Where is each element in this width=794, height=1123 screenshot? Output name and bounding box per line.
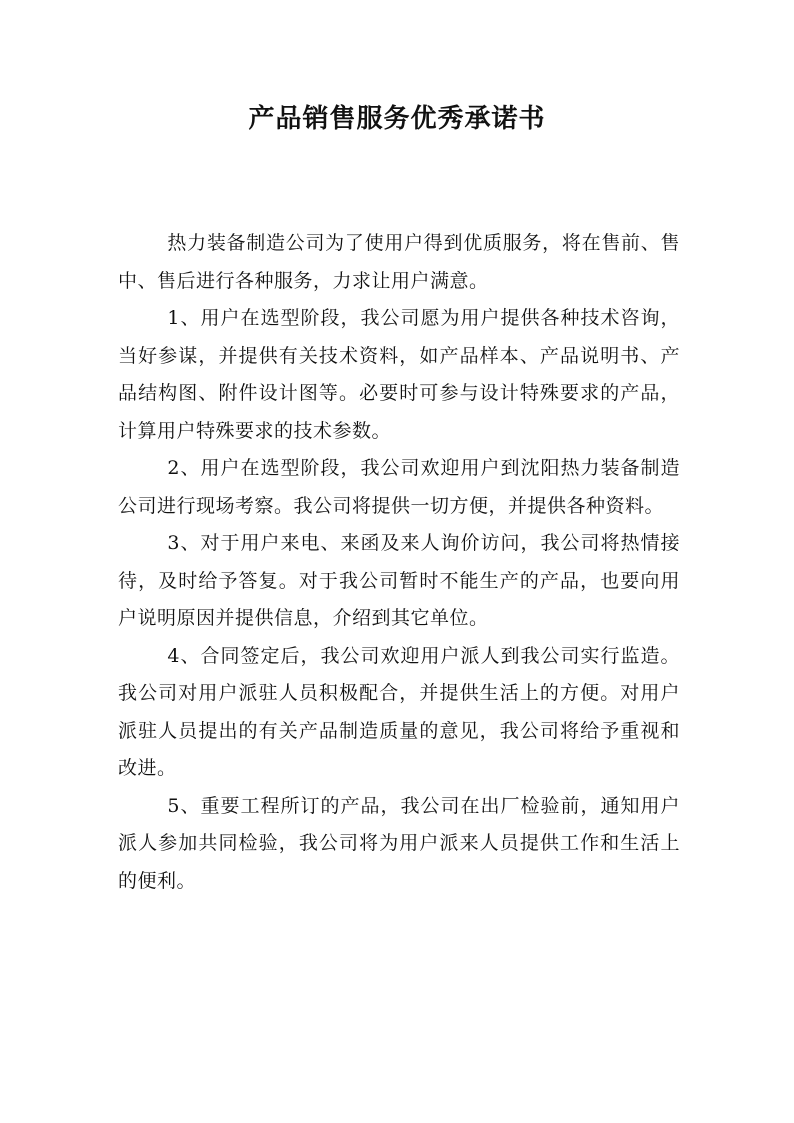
paragraph-item-3: 3、对于用户来电、来函及来人询价访问，我公司将热情接待，及时给予答复。对于我公司暂时不能生产的产品，也要向用户说明原因并提供信息，介绍到其它单位。 <box>118 532 680 629</box>
paragraph-item-4: 4、合同签定后，我公司欢迎用户派人到我公司实行监造。我公司对用户派驻人员积极配合，并提供生活上的方便。对用户派驻人员提出的有关产品制造质量的意见，我公司将给予重视和改进。 <box>118 644 680 779</box>
document-body <box>118 225 680 900</box>
paragraph-item-5: 5、重要工程所订的产品，我公司在出厂检验前，通知用户派人参加共同检验，我公司将为用户派来人员提供工作和生活上的便利。 <box>118 794 680 892</box>
paragraph-item-1: 1、用户在选型阶段，我公司愿为用户提供各种技术咨询，当好参谋，并提供有关技术资料，如产品样本、产品说明书、产品结构图、附件设计图等。必要时可参与设计特殊要求的产品，计算用户特殊要求的技术参数。 <box>118 307 680 442</box>
paragraph-intro: 热力装备制造公司为了使用户得到优质服务，将在售前、售中、售后进行各种服务，力求让用户满意。 <box>118 232 680 292</box>
paragraph-item-2: 2、用户在选型阶段，我公司欢迎用户到沈阳热力装备制造公司进行现场考察。我公司将提供一切方便，并提供各种资料。 <box>118 457 680 517</box>
document-title: 产品销售服务优秀承诺书 <box>248 104 546 134</box>
